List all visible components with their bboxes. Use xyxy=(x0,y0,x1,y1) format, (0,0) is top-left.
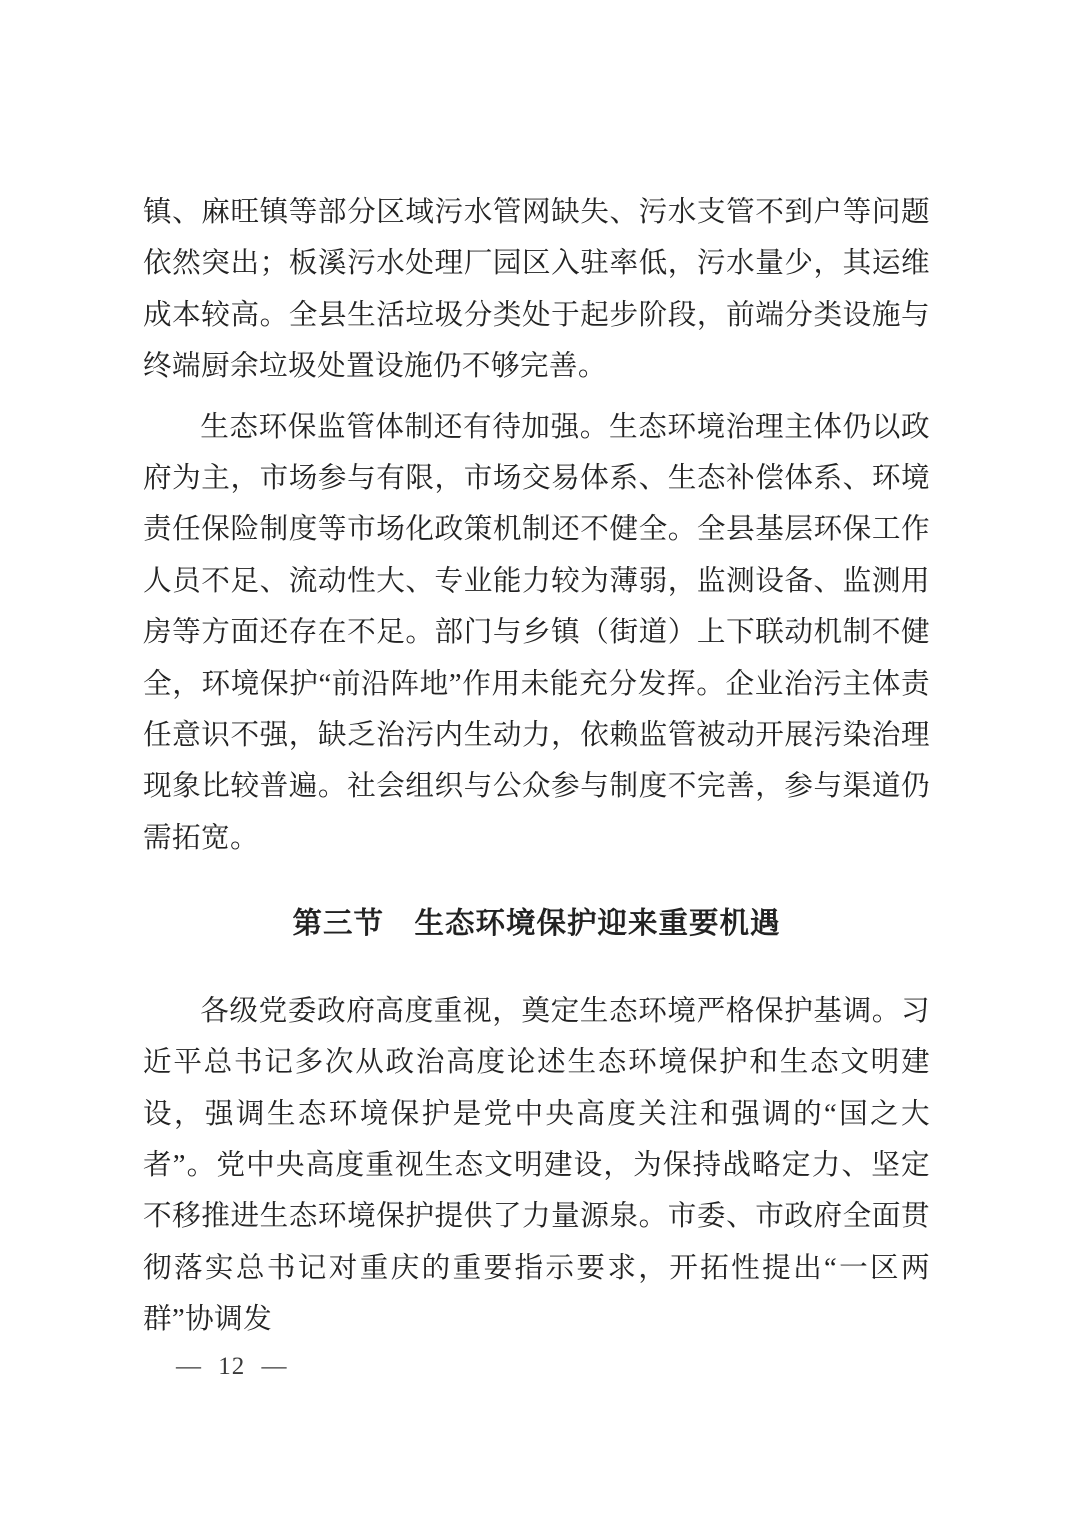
text-block xyxy=(143,187,930,1346)
body-paragraph-continuation: 镇、麻旺镇等部分区域污水管网缺失、污水支管不到户等问题依然突出；板溪污水处理厂园区入驻率低，污水量少，其运维成本较高。全县生活垃圾分类处于起步阶段，前端分类设施与终端厨余垃圾处置设施仍不够完善。 xyxy=(143,197,930,383)
body-paragraph: 生态环保监管体制还有待加强。生态环境治理主体仍以政府为主，市场参与有限，市场交易体系、生态补偿体系、环境责任保险制度等市场化政策机制还不健全。全县基层环保工作人员不足、流动性大、专业能力较为薄弱，监测设备、监测用房等方面还存在不足。部门与乡镇（街道）上下联动机制不健全，环境保护“前沿阵地”作用未能充分发挥。企业治污主体责任意识不强，缺乏治污内生动力，依赖监管被动开展污染治理现象比较普遍。社会组织与公众参与制度不完善，参与渠道仍需拓宽。 xyxy=(143,411,930,854)
section-heading: 第三节 生态环境保护迎来重要机遇 xyxy=(292,908,781,941)
body-paragraph: 各级党委政府高度重视，奠定生态环境严格保护基调。习近平总书记多次从政治高度论述生态环境保护和生态文明建设，强调生态环境保护是党中央高度关注和强调的“国之大者”。党中央高度重视生态文明建设，为保持战略定力、坚定不移推进生态环境保护提供了力量源泉。市委、市政府全面贯彻落实总书记对重庆的重要指示要求，开拓性提出“一区两群”协调发 xyxy=(143,995,930,1336)
page-number: — 12 — xyxy=(176,1353,288,1380)
